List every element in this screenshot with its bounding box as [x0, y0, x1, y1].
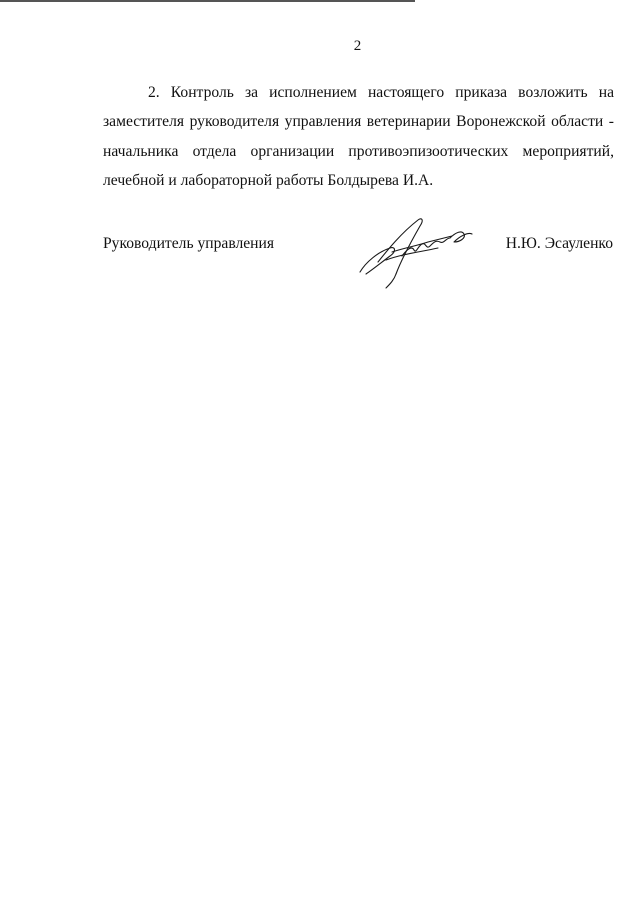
paragraph-line: лечебной и лабораторной работы Болдырева И.А.	[103, 172, 434, 190]
paragraph-line: начальника отдела организации противоэпизоотических мероприятий,	[103, 142, 614, 160]
paragraph-line: 2. Контроль за исполнением настоящего приказа возложить на	[148, 84, 614, 101]
scan-edge-line	[0, 0, 415, 2]
signatory-name: Н.Ю. Эсауленко	[505, 235, 613, 252]
handwritten-signature	[356, 212, 476, 290]
signatory-title: Руководитель управления	[103, 235, 275, 252]
page-number: 2	[353, 38, 362, 54]
paragraph-line: заместителя руководителя управления ветеринарии Воронежской области -	[103, 113, 614, 131]
order-paragraph	[103, 78, 614, 196]
